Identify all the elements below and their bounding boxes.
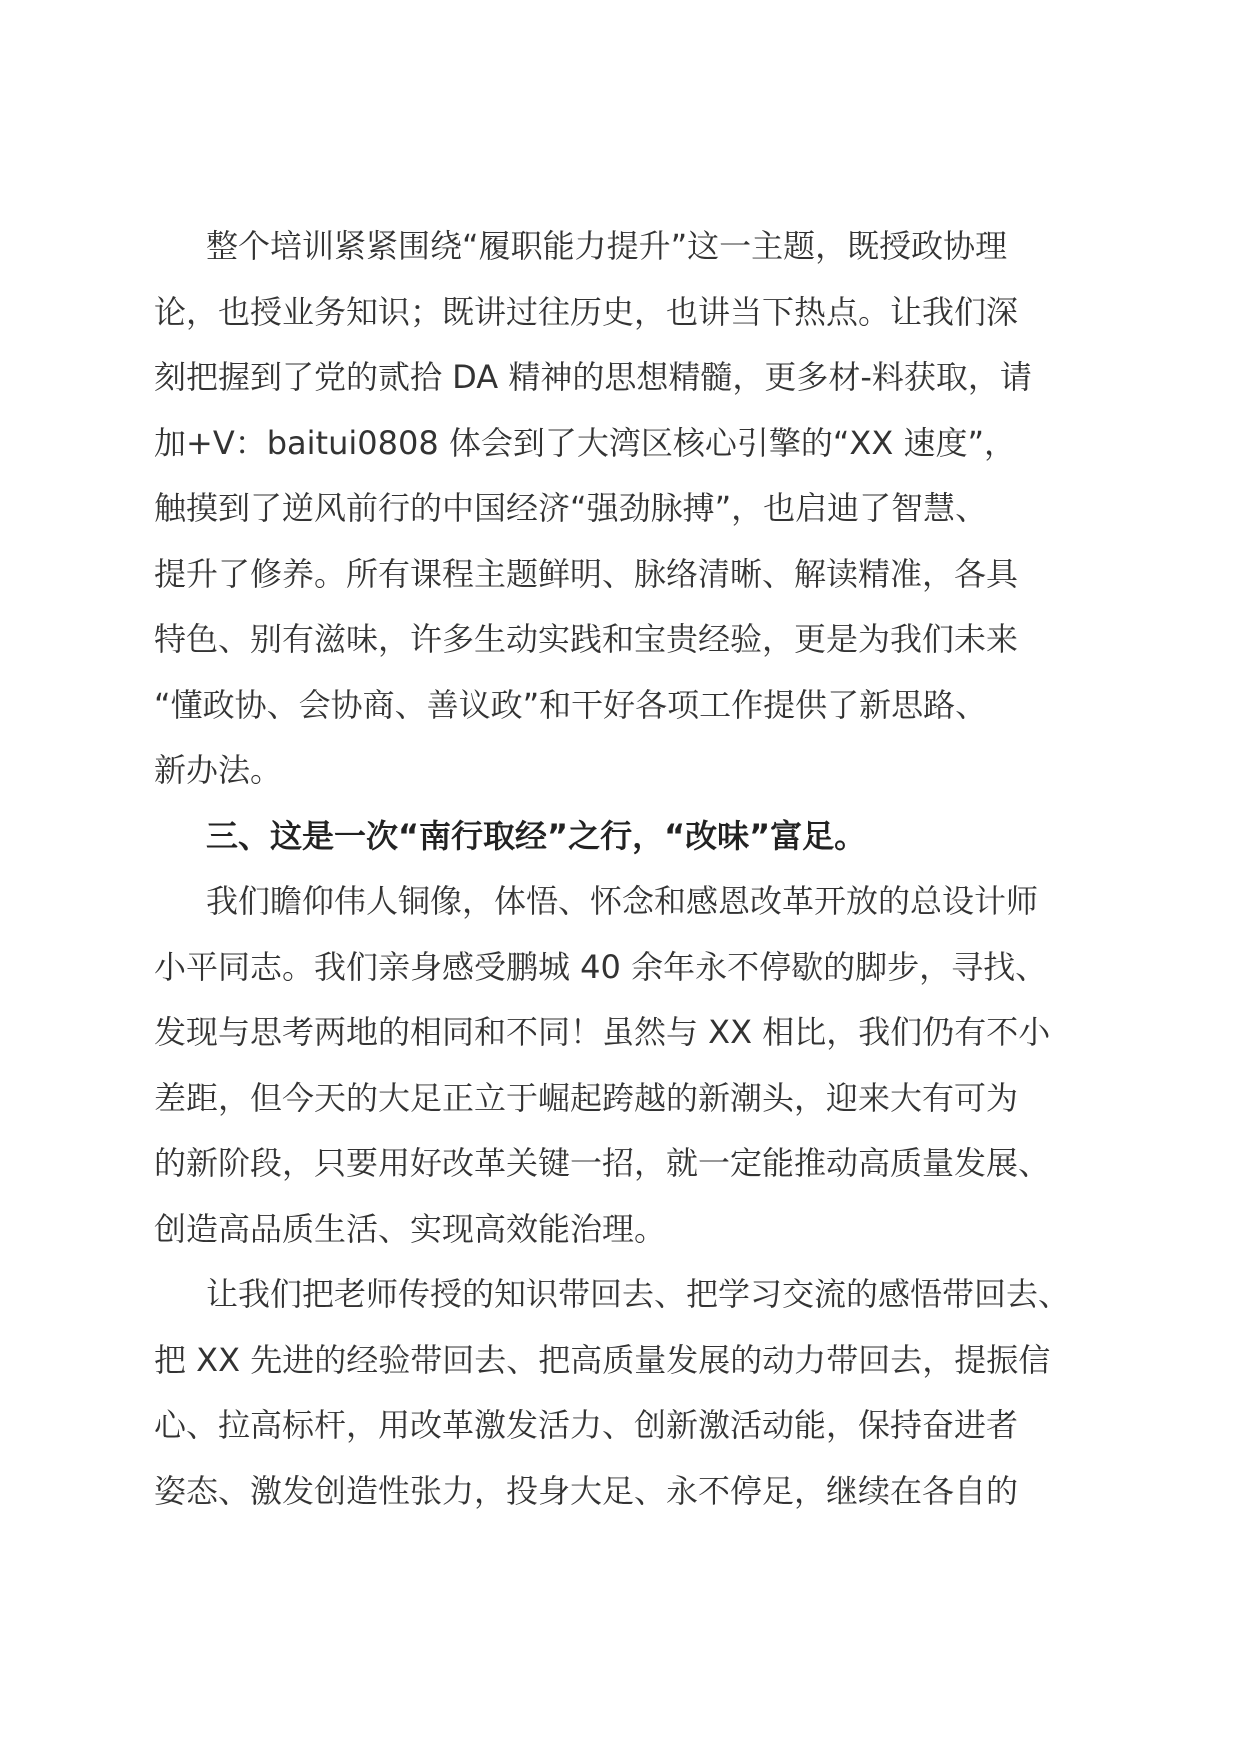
text-line: 加+V：baitui0808 体会到了大湾区核心引擎的“XX 速度”， <box>154 423 1017 462</box>
text-line: 的新阶段，只要用好改革关键一招，就一定能推动高质量发展、 <box>154 1144 1051 1182</box>
text-line: “懂政协、会协商、善议政”和干好各项工作提供了新思路、 <box>154 685 988 724</box>
text-line: 整个培训紧紧围绕“履职能力提升”这一主题，既授政协理 <box>206 227 1008 265</box>
text-line: 小平同志。我们亲身感受鹏城 40 余年永不停歇的脚步，寻找、 <box>154 947 1048 986</box>
text-line: 创造高品质生活、实现高效能治理。 <box>154 1209 667 1248</box>
text-line: 让我们把老师传授的知识带回去、把学习交流的感悟带回去、 <box>206 1275 1071 1313</box>
text-line: 触摸到了逆风前行的中国经济“强劲脉搏”，也启迪了智慧、 <box>154 489 988 527</box>
text-line: 发现与思考两地的相同和不同！虽然与 XX 相比，我们仍有不小 <box>154 1013 1051 1051</box>
text-line: 我们瞻仰伟人铜像，体悟、怀念和感恩改革开放的总设计师 <box>206 882 1039 920</box>
paragraph-reform-reflection <box>154 869 1094 1262</box>
heading-text: 三、这是一次“南行取经”之行，“改味”富足。 <box>206 816 867 855</box>
section-heading-3 <box>154 804 1094 870</box>
document-body <box>154 214 1094 1524</box>
text-line: 刻把握到了党的贰拾 DA 精神的思想精髓，更多材-料获取，请 <box>154 358 1032 396</box>
text-line: 论，也授业务知识；既讲过往历史，也讲当下热点。让我们深 <box>154 292 1019 331</box>
paragraph-take-back <box>154 1262 1094 1524</box>
text-line: 姿态、激发创造性张力，投身大足、永不停足，继续在各自的 <box>154 1471 1019 1510</box>
text-line: 特色、别有滋味，许多生动实践和宝贵经验，更是为我们未来 <box>154 620 1019 658</box>
text-line: 心、拉高标杆，用改革激发活力、创新激活动能，保持奋进者 <box>154 1406 1019 1444</box>
text-line: 把 XX 先进的经验带回去、把高质量发展的动力带回去，提振信 <box>154 1340 1051 1379</box>
text-line: 新办法。 <box>154 751 283 789</box>
paragraph-training-content <box>154 214 1094 804</box>
text-line: 提升了修养。所有课程主题鲜明、脉络清晰、解读精准，各具 <box>154 554 1019 593</box>
text-line: 差距，但今天的大足正立于崛起跨越的新潮头，迎来大有可为 <box>154 1078 1019 1117</box>
